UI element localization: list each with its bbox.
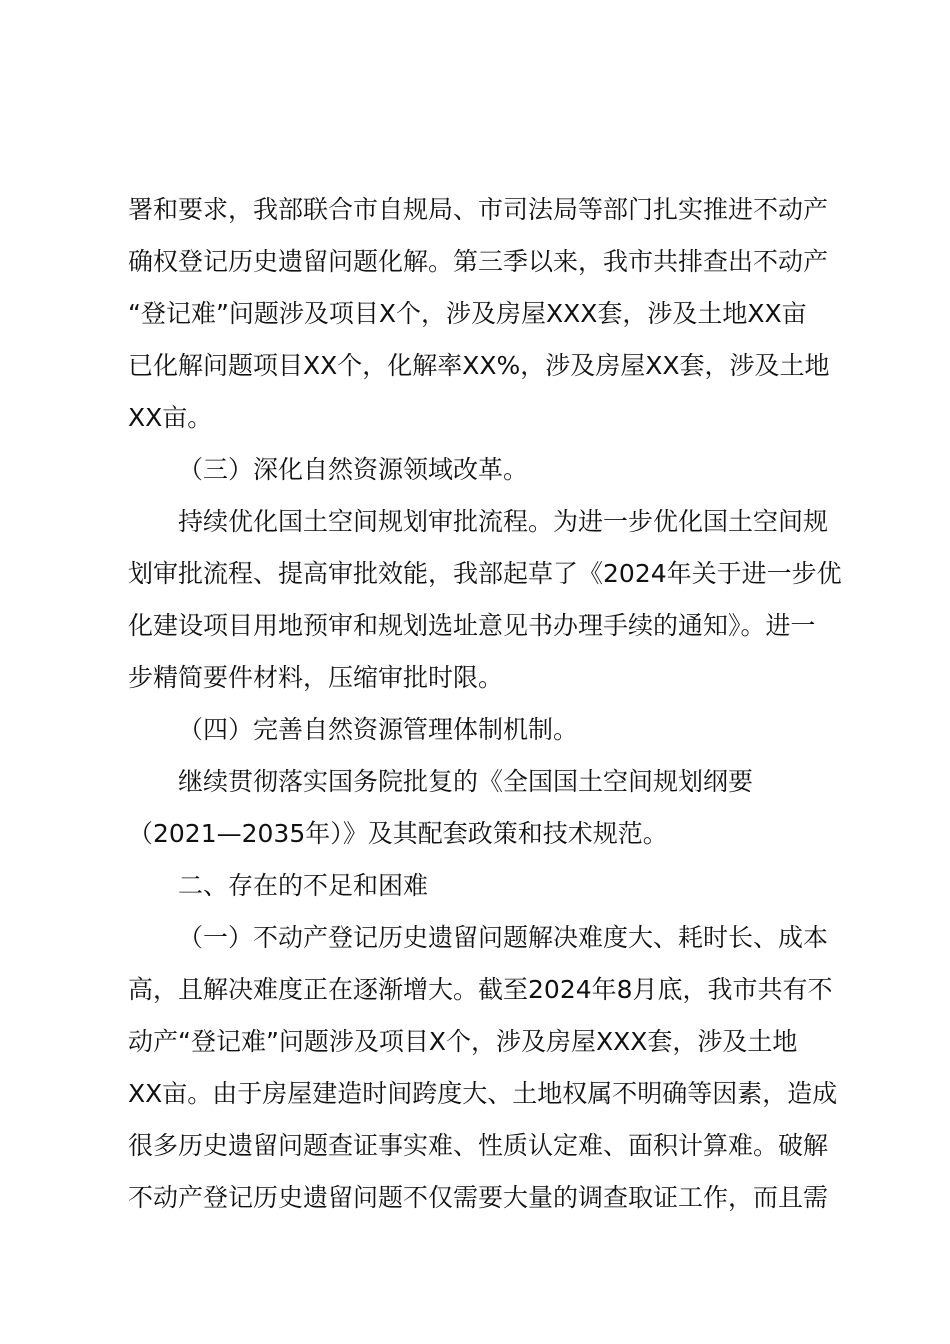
text-line: 动产“登记难”问题涉及项目X个，涉及房屋XXX套，涉及土地 [128, 1027, 798, 1056]
paragraph-start: （一）不动产登记历史遗留问题解决难度大、耗时长、成本 [178, 923, 829, 952]
text-line: 很多历史遗留问题查证事实难、性质认定难、面积计算难。破解 [128, 1131, 829, 1160]
paragraph-start: 持续优化国土空间规划审批流程。为进一步优化国土空间规 [178, 507, 829, 536]
text-line: 步精简要件材料，压缩审批时限。 [128, 663, 504, 692]
text-line: “登记难”问题涉及项目X个，涉及房屋XXX套，涉及土地XX亩 [128, 299, 807, 328]
text-line: 署和要求，我部联合市自规局、市司法局等部门扎实推进不动产 [128, 195, 829, 224]
section-heading-3: （三）深化自然资源领域改革。 [178, 455, 529, 484]
text-line: 不动产登记历史遗留问题不仅需要大量的调查取证工作，而且需 [128, 1183, 829, 1212]
paragraph-start: 继续贯彻落实国务院批复的《全国国土空间规划纲要 [178, 767, 754, 796]
text-line: 化建设项目用地预审和规划选址意见书办理手续的通知》。进一 [128, 611, 816, 640]
text-line: XX亩。 [128, 403, 213, 432]
text-line: 确权登记历史遗留问题化解。第三季以来，我市共排查出不动产 [128, 247, 829, 276]
text-line: 已化解问题项目XX个，化解率XX%，涉及房屋XX套，涉及土地 [128, 351, 830, 380]
text-line: XX亩。由于房屋建造时间跨度大、土地权属不明确等因素，造成 [128, 1079, 838, 1108]
chapter-heading-2: 二、存在的不足和困难 [178, 871, 429, 900]
section-heading-4: （四）完善自然资源管理体制机制。 [178, 715, 579, 744]
text-line: 划审批流程、提高审批效能，我部起草了《2024年关于进一步优 [128, 559, 842, 588]
text-line: 高，且解决难度正在逐渐增大。截至2024年8月底，我市共有不 [128, 975, 833, 1004]
body-text [128, 184, 848, 1224]
text-line: （2021—2035年）》及其配套政策和技术规范。 [128, 819, 668, 848]
